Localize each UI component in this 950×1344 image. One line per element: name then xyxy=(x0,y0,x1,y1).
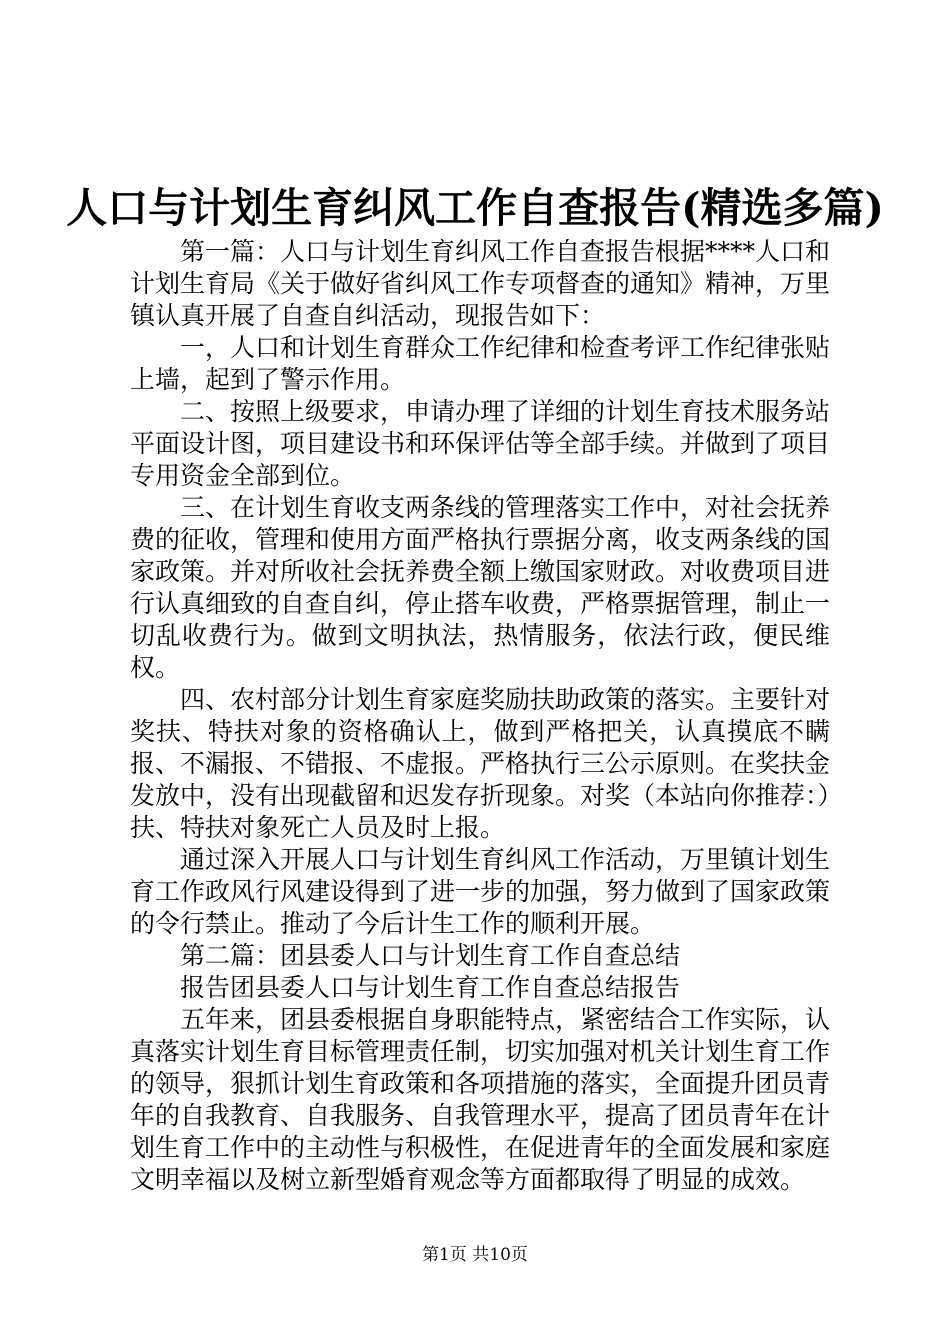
paragraph: 通过深入开展人口与计划生育纠风工作活动，万里镇计划生育工作政风行风建设得到了进一步的加强，努力做到了国家政策的令行禁止。推动了今后计生工作的顺利开展。 xyxy=(130,845,831,938)
paragraph: 第一篇：人口与计划生育纠风工作自查报告根据****人口和计划生育局《关于做好省纠风工作专项督查的通知》精神，万里镇认真开展了自查自纠活动，现报告如下： xyxy=(130,237,831,330)
paragraph: 五年来，团县委根据自身职能特点，紧密结合工作实际，认真落实计划生育目标管理责任制，切实加强对机关计划生育工作的领导，狠抓计划生育政策和各项措施的落实，全面提升团员青年的自我教育、自我服务、自我管理水平，提高了团员青年在计划生育工作中的主动性与积极性，在促进青年的全面发展和家庭文明幸福以及树立新型婚育观念等方面都取得了明显的成效。 xyxy=(130,1005,831,1194)
paragraph: 三、在计划生育收支两条线的管理落实工作中，对社会抚养费的征收，管理和使用方面严格执行票据分离，收支两条线的国家政策。并对所收社会抚养费全额上缴国家财政。对收费项目进行认真细致的自查自纠，停止搭车收费，严格票据管理，制止一切乱收费行为。做到文明执法，热情服务，依法行政，便民维权。 xyxy=(130,493,831,682)
section-heading: 第二篇：团县委人口与计划生育工作自查总结 xyxy=(180,941,681,970)
document-title: 人口与计划生育纠风工作自查报告(精选多篇) xyxy=(66,184,884,232)
paragraph: 二、按照上级要求，申请办理了详细的计划生育技术服务站平面设计图，项目建设书和环保评估等全部手续。并做到了项目专用资金全部到位。 xyxy=(130,397,831,490)
document-body xyxy=(130,236,830,1196)
section-subheading: 报告团县委人口与计划生育工作自查总结报告 xyxy=(180,973,681,1002)
page-footer: 第1页 共10页 xyxy=(422,1245,528,1265)
paragraph: 一，人口和计划生育群众工作纪律和检查考评工作纪律张贴上墙，起到了警示作用。 xyxy=(130,333,831,394)
paragraph: 四、农村部分计划生育家庭奖励扶助政策的落实。主要针对奖扶、特扶对象的资格确认上，做到严格把关，认真摸底不瞒报、不漏报、不错报、不虚报。严格执行三公示原则。在奖扶金发放中，没有出现截留和迟发存折现象。对奖（本站向你推荐：）扶、特扶对象死亡人员及时上报。 xyxy=(130,685,831,842)
